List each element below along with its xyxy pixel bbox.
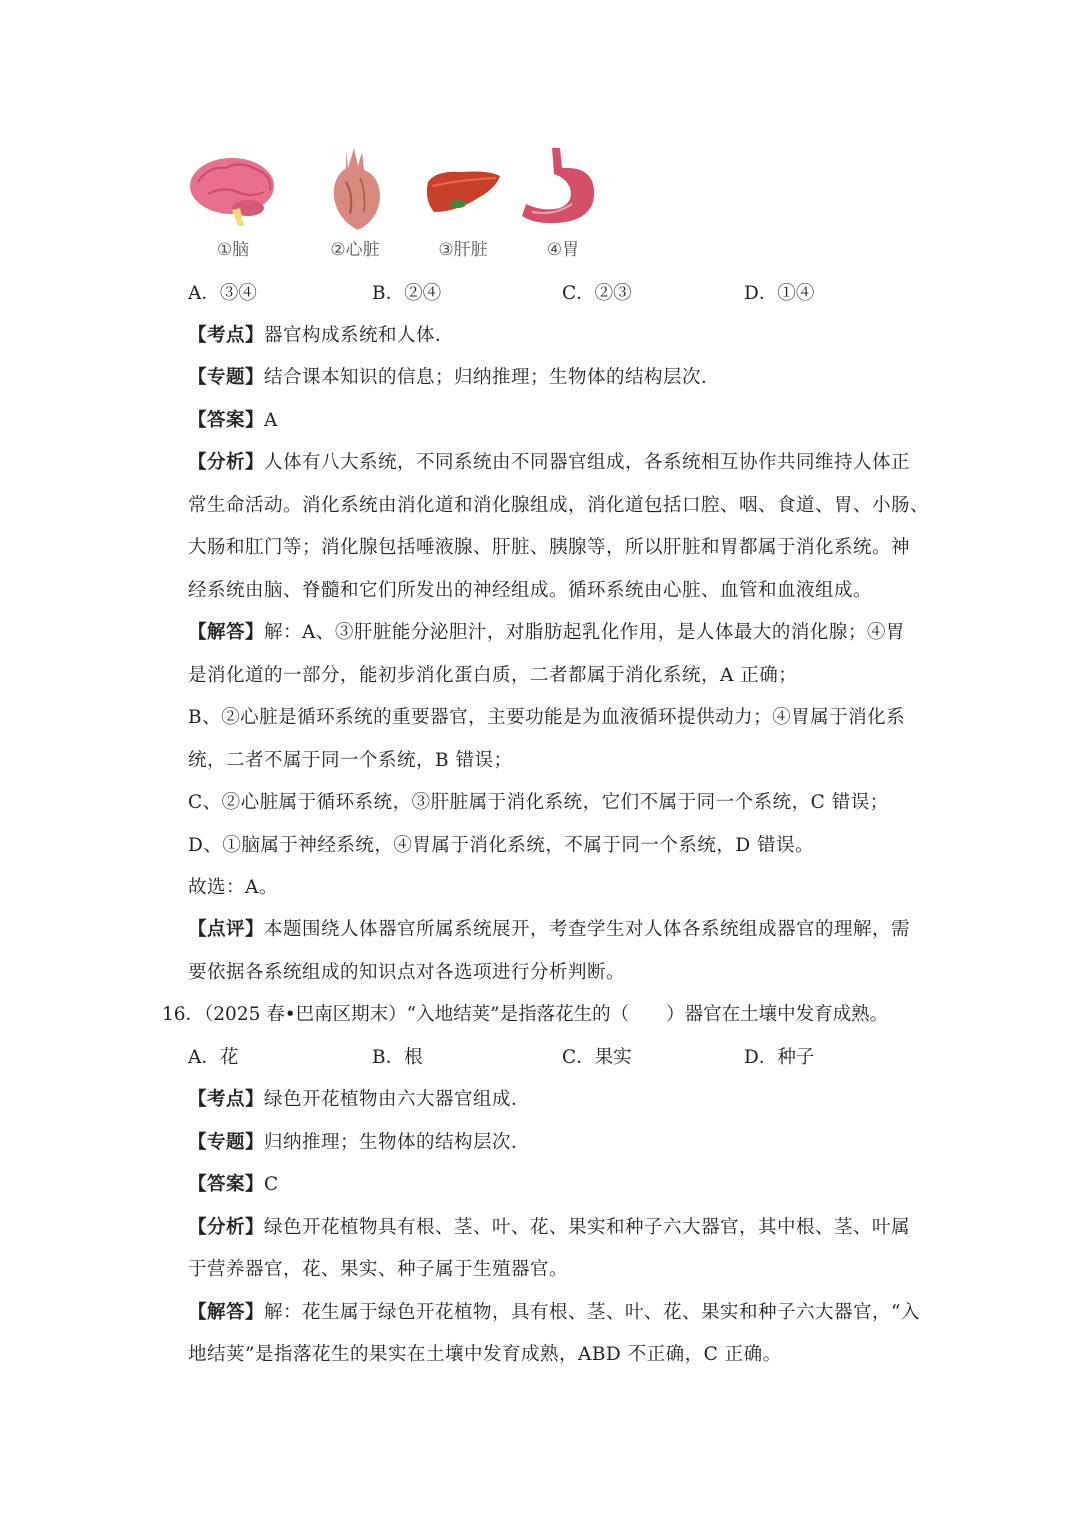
- q15-jieda-line: D、①脑属于神经系统，④胃属于消化系统，不属于同一个系统，D 错误。: [188, 835, 815, 856]
- brain-icon: [188, 142, 278, 234]
- q15-kaodian: 【考点】器官构成系统和人体．: [188, 325, 455, 346]
- organ-caption: ②心脏: [330, 240, 380, 260]
- q15-dianping-line: 要依据各系统组成的知识点对各选项进行分析判断。: [188, 962, 626, 983]
- heart-figure: [310, 142, 400, 260]
- q15-fenxi: 【分析】人体有八大系统，不同系统由不同器官组成，各系统相互协作共同维持人体正: [188, 452, 911, 473]
- organ-figure: [188, 142, 600, 260]
- q16-stem: 16．（2025 春•巴南区期末）“入地结荚”是指落花生的（ ）器官在土壤中发育成熟。: [162, 1004, 889, 1025]
- q16-zhuanti: 【专题】归纳推理；生物体的结构层次．: [188, 1132, 531, 1153]
- brain-figure: [188, 142, 278, 260]
- stomach-figure: [518, 142, 608, 260]
- q16-jieda: 【解答】解：花生属于绿色开花植物，具有根、茎、叶、花、果实和种子六大器官，“入: [188, 1302, 920, 1323]
- option-d[interactable]: D．①④: [744, 283, 815, 304]
- option-b[interactable]: B．②④: [372, 283, 442, 304]
- option-a[interactable]: A．③④: [188, 283, 257, 304]
- q15-fenxi-line: 大肠和肛门等；消化腺包括唾液腺、肝脏、胰腺等，所以肝脏和胃都属于消化系统。神: [188, 537, 911, 558]
- stomach-icon: [518, 142, 608, 234]
- q15-jieda: 【解答】解：A、③肝脏能分泌胆汁，对脂肪起乳化作用，是人体最大的消化腺；④胃: [188, 622, 905, 643]
- q15-jieda-line: C、②心脏属于循环系统，③肝脏属于消化系统，它们不属于同一个系统，C 错误；: [188, 792, 889, 813]
- organ-caption: ③肝脏: [438, 240, 488, 260]
- q16-options: [188, 1046, 948, 1070]
- option-c[interactable]: C．②③: [562, 283, 632, 304]
- q15-zhuanti: 【专题】结合课本知识的信息；归纳推理；生物体的结构层次．: [188, 367, 721, 388]
- q16-kaodian: 【考点】绿色开花植物由六大器官组成．: [188, 1089, 531, 1110]
- q15-jieda-line: B、②心脏是循环系统的重要器官，主要功能是为血液循环提供动力；④胃属于消化系: [188, 707, 906, 728]
- q15-dianping: 【点评】本题围绕人体器官所属系统展开，考查学生对人体各系统组成器官的理解，需: [188, 919, 911, 940]
- heart-icon: [310, 142, 400, 234]
- q15-jieda-line: 故选：A。: [188, 877, 278, 898]
- q15-jieda-line: 是消化道的一部分，能初步消化蛋白质，二者都属于消化系统，A 正确；: [188, 665, 798, 686]
- liver-figure: [418, 142, 508, 260]
- q16-daan: 【答案】C: [188, 1174, 279, 1195]
- q15-options: [188, 282, 948, 306]
- q16-fenxi: 【分析】绿色开花植物具有根、茎、叶、花、果实和种子六大器官，其中根、茎、叶属: [188, 1217, 911, 1238]
- liver-icon: [418, 142, 508, 234]
- q15-daan: 【答案】A: [188, 410, 278, 431]
- option-c[interactable]: C．果实: [562, 1047, 632, 1068]
- q15-fenxi-line: 经系统由脑、脊髓和它们所发出的神经组成。循环系统由心脏、血管和血液组成。: [188, 580, 873, 601]
- organ-caption: ①脑: [216, 240, 250, 260]
- q15-jieda-line: 统，二者不属于同一个系统，B 错误；: [188, 750, 513, 771]
- option-b[interactable]: B．根: [372, 1047, 423, 1068]
- option-d[interactable]: D．种子: [744, 1047, 815, 1068]
- q16-jieda-line: 地结荚”是指落花生的果实在土壤中发育成熟，ABD 不正确，C 正确。: [188, 1344, 782, 1365]
- q16-fenxi-line: 于营养器官，花、果实、种子属于生殖器官。: [188, 1259, 569, 1280]
- q15-fenxi-line: 常生命活动。消化系统由消化道和消化腺组成，消化道包括口腔、咽、食道、胃、小肠、: [188, 495, 930, 516]
- organ-caption: ④胃: [546, 240, 580, 260]
- option-a[interactable]: A．花: [188, 1047, 239, 1068]
